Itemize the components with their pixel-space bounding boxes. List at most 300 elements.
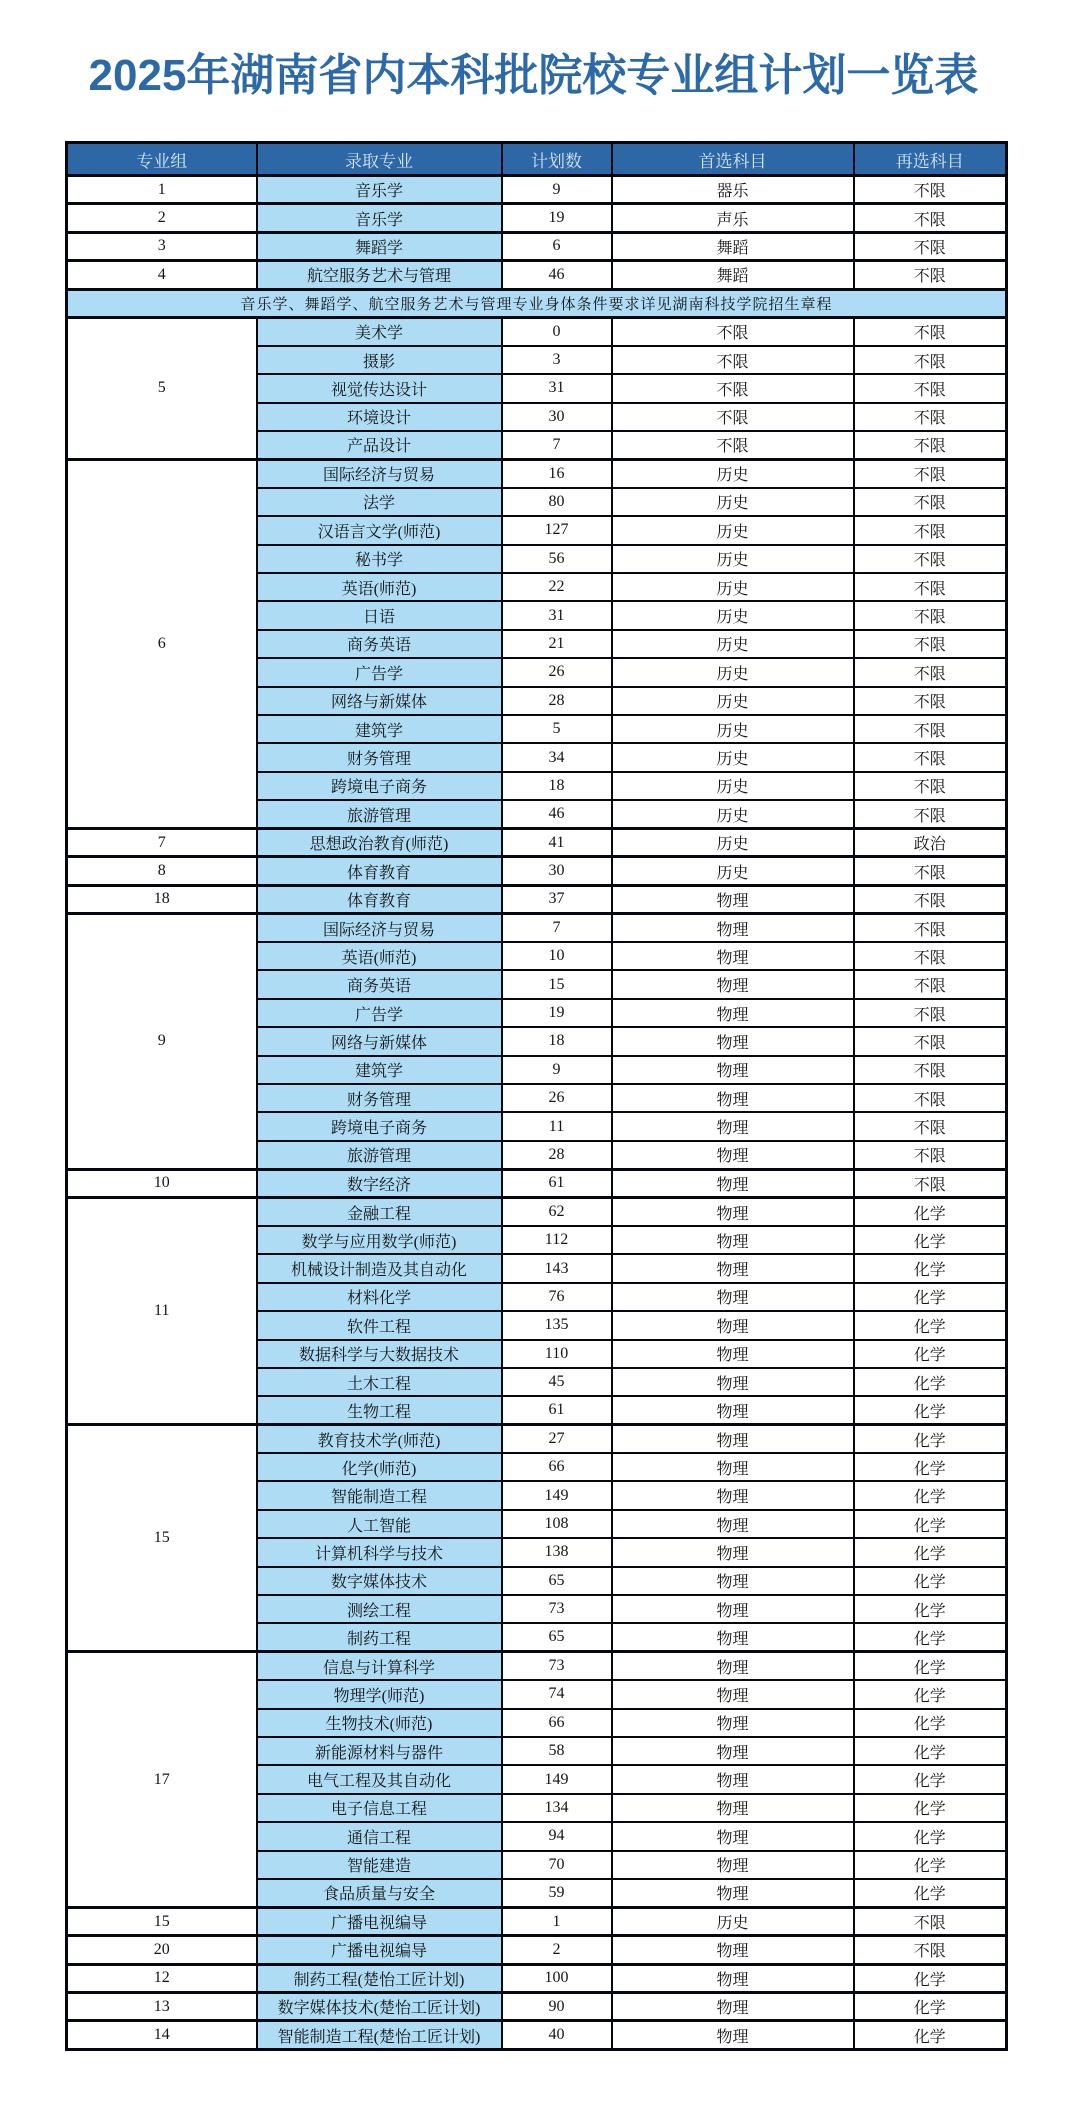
cell-group-number: 7 [67,828,257,856]
cell-first-subject: 物理 [612,1709,854,1737]
cell-first-subject: 历史 [612,488,854,516]
cell-major: 日语 [257,601,502,629]
cell-reselect-subject: 化学 [854,1538,1007,1566]
cell-reselect-subject: 不限 [854,1169,1007,1197]
cell-reselect-subject: 化学 [854,1311,1007,1339]
cell-reselect-subject: 化学 [854,2021,1007,2049]
cell-group-number: 13 [67,1993,257,2021]
cell-first-subject: 历史 [612,658,854,686]
cell-first-subject: 物理 [612,1652,854,1680]
cell-plan-count: 3 [502,346,612,374]
cell-first-subject: 舞蹈 [612,261,854,289]
cell-plan-count: 90 [502,1993,612,2021]
cell-major: 测绘工程 [257,1595,502,1623]
cell-major: 国际经济与贸易 [257,914,502,942]
table-row [67,1907,1007,1935]
cell-plan-count: 16 [502,459,612,487]
cell-group-number: 14 [67,2021,257,2049]
cell-group-number: 15 [67,1425,257,1652]
cell-first-subject: 物理 [612,1425,854,1453]
cell-major: 化学(师范) [257,1453,502,1481]
cell-first-subject: 物理 [612,1737,854,1765]
cell-first-subject: 器乐 [612,176,854,204]
cell-plan-count: 59 [502,1879,612,1907]
cell-plan-count: 11 [502,1112,612,1140]
cell-major: 材料化学 [257,1283,502,1311]
cell-major: 法学 [257,488,502,516]
cell-first-subject: 物理 [612,1311,854,1339]
cell-first-subject: 物理 [612,1680,854,1708]
cell-plan-count: 26 [502,658,612,686]
cell-plan-count: 149 [502,1765,612,1793]
cell-major: 网络与新媒体 [257,687,502,715]
cell-major: 商务英语 [257,630,502,658]
table-row [67,459,1007,487]
col-header-plan-count: 计划数 [502,143,612,176]
cell-major: 网络与新媒体 [257,1027,502,1055]
cell-group-number: 18 [67,885,257,913]
cell-plan-count: 28 [502,687,612,715]
cell-first-subject: 物理 [612,1794,854,1822]
cell-plan-count: 0 [502,317,612,345]
cell-plan-count: 15 [502,970,612,998]
cell-major: 广播电视编导 [257,1936,502,1964]
table-row [67,1198,1007,1226]
cell-reselect-subject: 化学 [854,1851,1007,1879]
cell-first-subject: 物理 [612,885,854,913]
cell-major: 软件工程 [257,1311,502,1339]
cell-reselect-subject: 不限 [854,488,1007,516]
cell-first-subject: 历史 [612,545,854,573]
cell-plan-count: 61 [502,1169,612,1197]
cell-plan-count: 112 [502,1226,612,1254]
table-row [67,232,1007,260]
cell-plan-count: 26 [502,1084,612,1112]
cell-plan-count: 149 [502,1481,612,1509]
cell-major: 美术学 [257,317,502,345]
cell-plan-count: 1 [502,1907,612,1935]
cell-plan-count: 66 [502,1453,612,1481]
cell-reselect-subject: 化学 [854,1283,1007,1311]
cell-major: 计算机科学与技术 [257,1538,502,1566]
cell-group-number: 5 [67,317,257,459]
cell-first-subject: 物理 [612,942,854,970]
cell-group-number: 1 [67,176,257,204]
cell-plan-count: 134 [502,1794,612,1822]
cell-major: 数学与应用数学(师范) [257,1226,502,1254]
cell-reselect-subject: 化学 [854,1737,1007,1765]
cell-reselect-subject: 化学 [854,1964,1007,1992]
cell-group-number: 15 [67,1907,257,1935]
table-row [67,261,1007,289]
cell-major: 金融工程 [257,1198,502,1226]
cell-reselect-subject: 不限 [854,772,1007,800]
cell-reselect-subject: 不限 [854,942,1007,970]
note-text: 音乐学、舞蹈学、航空服务艺术与管理专业身体条件要求详见湖南科技学院招生章程 [67,289,1007,317]
cell-major: 人工智能 [257,1510,502,1538]
cell-reselect-subject: 化学 [854,1993,1007,2021]
cell-reselect-subject: 不限 [854,687,1007,715]
cell-group-number: 17 [67,1652,257,1908]
cell-major: 数字媒体技术(楚怡工匠计划) [257,1993,502,2021]
cell-major: 智能制造工程 [257,1481,502,1509]
cell-first-subject: 历史 [612,516,854,544]
cell-first-subject: 历史 [612,630,854,658]
cell-plan-count: 73 [502,1652,612,1680]
table-row [67,857,1007,885]
cell-reselect-subject: 化学 [854,1709,1007,1737]
cell-plan-count: 110 [502,1340,612,1368]
cell-plan-count: 143 [502,1254,612,1282]
cell-major: 食品质量与安全 [257,1879,502,1907]
cell-plan-count: 61 [502,1396,612,1424]
cell-first-subject: 历史 [612,857,854,885]
cell-first-subject: 物理 [612,970,854,998]
cell-major: 通信工程 [257,1822,502,1850]
cell-major: 数据科学与大数据技术 [257,1340,502,1368]
table-row [67,828,1007,856]
table-row [67,2021,1007,2049]
cell-major: 英语(师范) [257,573,502,601]
cell-major: 数字媒体技术 [257,1567,502,1595]
cell-plan-count: 41 [502,828,612,856]
cell-plan-count: 65 [502,1623,612,1651]
cell-reselect-subject: 不限 [854,573,1007,601]
cell-first-subject: 物理 [612,1169,854,1197]
cell-major: 汉语言文学(师范) [257,516,502,544]
cell-first-subject: 物理 [612,2021,854,2049]
cell-reselect-subject: 化学 [854,1425,1007,1453]
cell-plan-count: 5 [502,715,612,743]
header-row [67,143,1007,176]
cell-plan-count: 30 [502,403,612,431]
cell-major: 土木工程 [257,1368,502,1396]
col-header-first-subject: 首选科目 [612,143,854,176]
cell-plan-count: 127 [502,516,612,544]
cell-first-subject: 物理 [612,1027,854,1055]
cell-first-subject: 物理 [612,1879,854,1907]
col-header-major: 录取专业 [257,143,502,176]
cell-plan-count: 10 [502,942,612,970]
cell-major: 财务管理 [257,1084,502,1112]
cell-reselect-subject: 化学 [854,1652,1007,1680]
cell-major: 物理学(师范) [257,1680,502,1708]
cell-major: 跨境电子商务 [257,772,502,800]
cell-reselect-subject: 化学 [854,1567,1007,1595]
cell-first-subject: 历史 [612,743,854,771]
cell-reselect-subject: 不限 [854,545,1007,573]
cell-major: 国际经济与贸易 [257,459,502,487]
table-row [67,914,1007,942]
cell-first-subject: 声乐 [612,204,854,232]
cell-first-subject: 历史 [612,715,854,743]
cell-first-subject: 物理 [612,1567,854,1595]
cell-reselect-subject: 不限 [854,715,1007,743]
cell-major: 新能源材料与器件 [257,1737,502,1765]
cell-major: 建筑学 [257,1056,502,1084]
cell-reselect-subject: 化学 [854,1680,1007,1708]
cell-plan-count: 62 [502,1198,612,1226]
cell-reselect-subject: 化学 [854,1453,1007,1481]
cell-group-number: 4 [67,261,257,289]
cell-reselect-subject: 不限 [854,403,1007,431]
cell-first-subject: 物理 [612,1141,854,1169]
cell-first-subject: 物理 [612,1936,854,1964]
cell-reselect-subject: 化学 [854,1822,1007,1850]
cell-reselect-subject: 化学 [854,1368,1007,1396]
cell-reselect-subject: 不限 [854,459,1007,487]
cell-major: 航空服务艺术与管理 [257,261,502,289]
cell-first-subject: 不限 [612,431,854,459]
cell-first-subject: 物理 [612,1510,854,1538]
cell-major: 环境设计 [257,403,502,431]
cell-first-subject: 物理 [612,1112,854,1140]
cell-first-subject: 历史 [612,800,854,828]
cell-major: 秘书学 [257,545,502,573]
table-body [67,176,1007,2050]
cell-major: 体育教育 [257,857,502,885]
cell-group-number: 3 [67,232,257,260]
cell-plan-count: 30 [502,857,612,885]
cell-reselect-subject: 不限 [854,176,1007,204]
cell-reselect-subject: 不限 [854,1027,1007,1055]
cell-reselect-subject: 不限 [854,885,1007,913]
cell-major: 广告学 [257,658,502,686]
cell-plan-count: 100 [502,1964,612,1992]
cell-reselect-subject: 化学 [854,1226,1007,1254]
cell-group-number: 20 [67,1936,257,1964]
cell-plan-count: 22 [502,573,612,601]
cell-first-subject: 物理 [612,1254,854,1282]
cell-first-subject: 历史 [612,459,854,487]
cell-reselect-subject: 不限 [854,1141,1007,1169]
cell-reselect-subject: 化学 [854,1340,1007,1368]
cell-reselect-subject: 不限 [854,431,1007,459]
col-header-group: 专业组 [67,143,257,176]
cell-first-subject: 物理 [612,1226,854,1254]
cell-reselect-subject: 不限 [854,743,1007,771]
page-title: 2025年湖南省内本科批院校专业组计划一览表 [88,51,979,100]
cell-first-subject: 不限 [612,346,854,374]
cell-major: 机械设计制造及其自动化 [257,1254,502,1282]
cell-first-subject: 物理 [612,1595,854,1623]
cell-first-subject: 物理 [612,1283,854,1311]
table-row [67,885,1007,913]
cell-plan-count: 108 [502,1510,612,1538]
cell-major: 制药工程(楚怡工匠计划) [257,1964,502,1992]
cell-plan-count: 46 [502,800,612,828]
cell-plan-count: 18 [502,772,612,800]
cell-group-number: 12 [67,1964,257,1992]
cell-plan-count: 7 [502,914,612,942]
cell-reselect-subject: 化学 [854,1765,1007,1793]
cell-major: 财务管理 [257,743,502,771]
cell-reselect-subject: 化学 [854,1879,1007,1907]
cell-first-subject: 历史 [612,1907,854,1935]
cell-major: 广播电视编导 [257,1907,502,1935]
cell-major: 体育教育 [257,885,502,913]
cell-plan-count: 46 [502,261,612,289]
cell-plan-count: 28 [502,1141,612,1169]
cell-major: 音乐学 [257,204,502,232]
cell-plan-count: 76 [502,1283,612,1311]
cell-first-subject: 物理 [612,1340,854,1368]
cell-major: 电子信息工程 [257,1794,502,1822]
cell-major: 音乐学 [257,176,502,204]
cell-first-subject: 不限 [612,374,854,402]
cell-first-subject: 物理 [612,1056,854,1084]
cell-reselect-subject: 化学 [854,1794,1007,1822]
cell-first-subject: 物理 [612,1822,854,1850]
cell-reselect-subject: 不限 [854,1084,1007,1112]
cell-plan-count: 58 [502,1737,612,1765]
cell-plan-count: 40 [502,2021,612,2049]
table-row [67,317,1007,345]
cell-first-subject: 物理 [612,1198,854,1226]
table-row [67,176,1007,204]
cell-major: 电气工程及其自动化 [257,1765,502,1793]
cell-major: 摄影 [257,346,502,374]
table-row [67,1652,1007,1680]
cell-reselect-subject: 不限 [854,346,1007,374]
cell-major: 英语(师范) [257,942,502,970]
cell-reselect-subject: 不限 [854,516,1007,544]
cell-reselect-subject: 不限 [854,374,1007,402]
cell-major: 舞蹈学 [257,232,502,260]
cell-reselect-subject: 不限 [854,204,1007,232]
cell-plan-count: 31 [502,374,612,402]
cell-reselect-subject: 化学 [854,1623,1007,1651]
cell-plan-count: 94 [502,1822,612,1850]
cell-plan-count: 19 [502,999,612,1027]
cell-major: 思想政治教育(师范) [257,828,502,856]
cell-reselect-subject: 不限 [854,658,1007,686]
cell-group-number: 8 [67,857,257,885]
cell-reselect-subject: 不限 [854,261,1007,289]
cell-major: 建筑学 [257,715,502,743]
cell-major: 生物工程 [257,1396,502,1424]
cell-reselect-subject: 不限 [854,1056,1007,1084]
cell-plan-count: 56 [502,545,612,573]
cell-first-subject: 物理 [612,1765,854,1793]
table-header [67,143,1007,176]
cell-first-subject: 历史 [612,573,854,601]
cell-plan-count: 135 [502,1311,612,1339]
cell-major: 教育技术学(师范) [257,1425,502,1453]
cell-group-number: 10 [67,1169,257,1197]
cell-group-number: 6 [67,459,257,828]
cell-first-subject: 物理 [612,1538,854,1566]
cell-reselect-subject: 不限 [854,1112,1007,1140]
cell-reselect-subject: 不限 [854,1907,1007,1935]
cell-reselect-subject: 化学 [854,1510,1007,1538]
cell-plan-count: 45 [502,1368,612,1396]
cell-reselect-subject: 不限 [854,970,1007,998]
table-row [67,1169,1007,1197]
cell-first-subject: 物理 [612,1481,854,1509]
cell-plan-count: 80 [502,488,612,516]
table-row [67,204,1007,232]
cell-plan-count: 65 [502,1567,612,1595]
table-row [67,1964,1007,1992]
cell-major: 旅游管理 [257,1141,502,1169]
cell-first-subject: 舞蹈 [612,232,854,260]
cell-reselect-subject: 化学 [854,1198,1007,1226]
cell-plan-count: 27 [502,1425,612,1453]
cell-major: 产品设计 [257,431,502,459]
cell-reselect-subject: 化学 [854,1396,1007,1424]
table-row [67,1425,1007,1453]
cell-major: 智能建造 [257,1851,502,1879]
cell-reselect-subject: 不限 [854,857,1007,885]
cell-major: 信息与计算科学 [257,1652,502,1680]
cell-group-number: 11 [67,1198,257,1425]
cell-major: 制药工程 [257,1623,502,1651]
cell-first-subject: 物理 [612,1851,854,1879]
cell-plan-count: 18 [502,1027,612,1055]
cell-first-subject: 物理 [612,1368,854,1396]
cell-first-subject: 物理 [612,999,854,1027]
col-header-reselect-subject: 再选科目 [854,143,1007,176]
cell-first-subject: 历史 [612,828,854,856]
cell-major: 广告学 [257,999,502,1027]
cell-first-subject: 物理 [612,1993,854,2021]
note-row [67,289,1007,317]
cell-reselect-subject: 政治 [854,828,1007,856]
cell-first-subject: 物理 [612,1396,854,1424]
cell-plan-count: 6 [502,232,612,260]
cell-major: 旅游管理 [257,800,502,828]
cell-plan-count: 70 [502,1851,612,1879]
cell-first-subject: 历史 [612,772,854,800]
cell-plan-count: 138 [502,1538,612,1566]
cell-reselect-subject: 不限 [854,914,1007,942]
cell-first-subject: 物理 [612,1623,854,1651]
cell-major: 跨境电子商务 [257,1112,502,1140]
cell-plan-count: 2 [502,1936,612,1964]
cell-plan-count: 9 [502,1056,612,1084]
cell-plan-count: 37 [502,885,612,913]
cell-reselect-subject: 不限 [854,630,1007,658]
cell-first-subject: 物理 [612,914,854,942]
cell-plan-count: 21 [502,630,612,658]
cell-plan-count: 73 [502,1595,612,1623]
cell-first-subject: 物理 [612,1964,854,1992]
cell-plan-count: 74 [502,1680,612,1708]
cell-major: 智能制造工程(楚怡工匠计划) [257,2021,502,2049]
cell-reselect-subject: 不限 [854,800,1007,828]
cell-reselect-subject: 不限 [854,1936,1007,1964]
cell-reselect-subject: 化学 [854,1254,1007,1282]
table-row [67,1936,1007,1964]
cell-major: 商务英语 [257,970,502,998]
cell-reselect-subject: 不限 [854,601,1007,629]
cell-first-subject: 历史 [612,687,854,715]
cell-plan-count: 9 [502,176,612,204]
cell-plan-count: 31 [502,601,612,629]
cell-plan-count: 34 [502,743,612,771]
cell-reselect-subject: 不限 [854,232,1007,260]
cell-first-subject: 物理 [612,1453,854,1481]
cell-group-number: 9 [67,914,257,1170]
plan-table [65,141,1008,2051]
table-row [67,1993,1007,2021]
cell-plan-count: 7 [502,431,612,459]
cell-reselect-subject: 化学 [854,1595,1007,1623]
cell-reselect-subject: 化学 [854,1481,1007,1509]
cell-first-subject: 历史 [612,601,854,629]
cell-reselect-subject: 不限 [854,999,1007,1027]
